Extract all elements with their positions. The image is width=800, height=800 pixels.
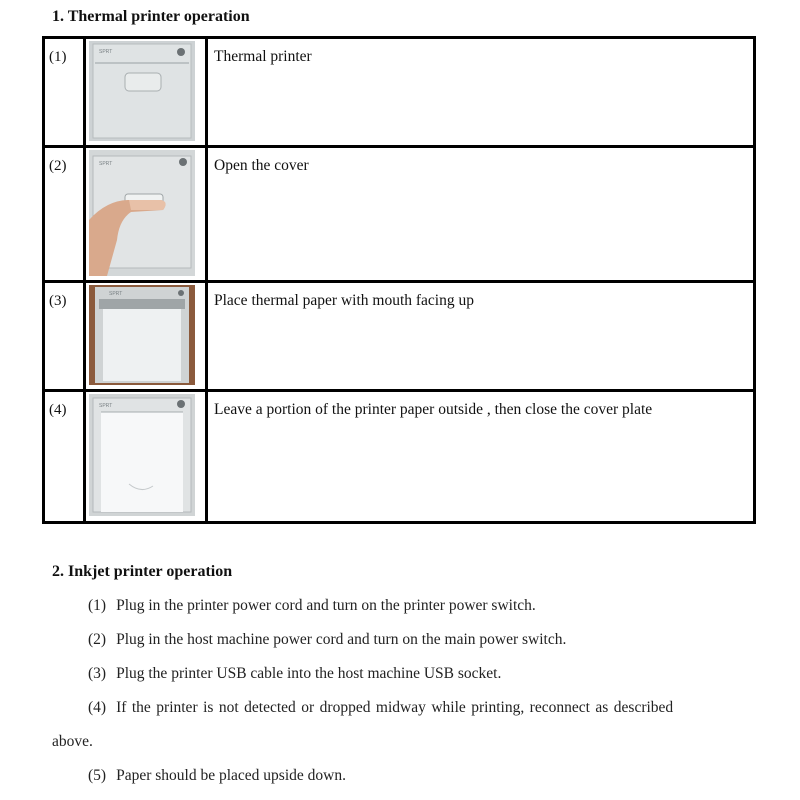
brand-logo: SPRT [99, 403, 113, 409]
item-text: Plug the printer USB cable into the host machine USB socket. [116, 665, 502, 682]
brand-logo: SPRT [109, 291, 123, 297]
section-2-heading: 2. Inkjet printer operation [52, 563, 233, 580]
section-1-heading: 1. Thermal printer operation [52, 8, 250, 25]
photo-cell [85, 391, 207, 523]
list-item [88, 665, 501, 683]
table-row [44, 282, 755, 391]
step-description: Thermal printer [207, 38, 755, 147]
photo-cell [85, 38, 207, 147]
thermal-steps-table [42, 36, 756, 524]
paper-loading-photo [89, 285, 195, 385]
list-item [88, 631, 566, 649]
photo-cell [85, 282, 207, 391]
step-description: Place thermal paper with mouth facing up [207, 282, 755, 391]
paper-outside-photo [89, 394, 195, 516]
table-row [44, 391, 755, 523]
brand-logo: SPRT [99, 161, 113, 167]
step-description: Open the cover [207, 147, 755, 282]
printer-closed-photo [89, 41, 195, 141]
step-number: (2) [44, 147, 85, 282]
brand-logo: SPRT [99, 49, 113, 55]
step-description: Leave a portion of the printer paper outside , then close the cover plate [207, 391, 755, 523]
list-item-continuation: above. [52, 733, 93, 750]
item-text: Paper should be placed upside down. [116, 767, 346, 784]
step-number: (3) [44, 282, 85, 391]
table-row [44, 147, 755, 282]
photo-cell [85, 147, 207, 282]
item-text: Plug in the host machine power cord and turn on the main power switch. [116, 631, 567, 648]
step-number: (4) [44, 391, 85, 523]
step-number: (1) [44, 38, 85, 147]
item-number: (2) [88, 631, 107, 648]
item-number: (4) [88, 699, 107, 716]
item-number: (1) [88, 597, 107, 614]
item-text: Plug in the printer power cord and turn on the printer power switch. [116, 597, 536, 614]
list-item [88, 699, 673, 717]
item-number: (5) [88, 767, 107, 784]
item-text: If the printer is not detected or dropped midway while printing, reconnect as described [116, 699, 674, 716]
table-row [44, 38, 755, 147]
list-item [88, 597, 536, 615]
list-item [88, 767, 346, 785]
open-cover-photo [89, 150, 195, 276]
item-number: (3) [88, 665, 107, 682]
